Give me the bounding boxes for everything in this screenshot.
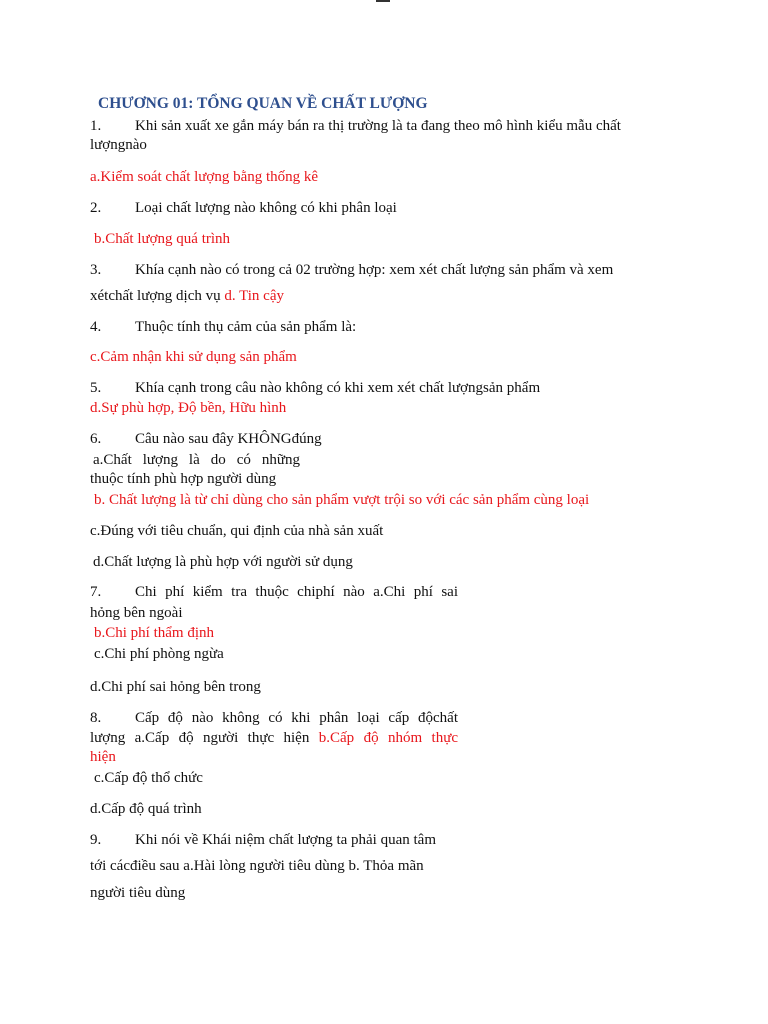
question-text: Khi nói về Khái niệm chất lượng ta phải quan tâm [135, 832, 436, 848]
question-text: Loại chất lượng nào không có khi phân loại [135, 200, 397, 216]
question-4 [90, 317, 356, 337]
answer-7: b.Chi phí thẩm định [94, 625, 214, 641]
question-3-cont [90, 286, 284, 306]
question-number: 8. [90, 710, 102, 726]
question-9 [90, 830, 436, 850]
question-number: 4. [90, 319, 102, 335]
question-8 [90, 708, 458, 728]
question-6 [90, 429, 322, 449]
option-7c: c.Chi phí phòng ngừa [94, 646, 224, 662]
answer-8-cont: hiện [90, 749, 116, 765]
question-number: 6. [90, 431, 102, 447]
question-text: Khi sản xuất xe gắn máy bán ra thị trường là ta đang theo mô hình kiểu mẫu chất [135, 118, 621, 134]
option-7d: d.Chi phí sai hỏng bên trong [90, 679, 261, 695]
chapter-title: CHƯƠNG 01: TỔNG QUAN VỀ CHẤT LƯỢNG [98, 95, 428, 112]
question-5 [90, 378, 540, 398]
question-1 [90, 116, 678, 136]
option-8d: d.Cấp độ quá trình [90, 801, 202, 817]
option-text: a.Chất lượng là do có những [93, 452, 300, 468]
option-6c: c.Đúng với tiêu chuẩn, qui định của nhà sản xuất [90, 523, 384, 539]
question-text: Chi phí kiểm tra thuộc chiphí nào a.Chi phí sai [135, 584, 458, 600]
option-6a-cont: thuộc tính phù hợp người dùng [90, 471, 277, 487]
question-number: 5. [90, 380, 102, 396]
question-text: Câu nào sau đây KHÔNGđúng [135, 431, 322, 447]
option-8c: c.Cấp độ thổ chức [94, 770, 203, 786]
question-number: 1. [90, 118, 102, 134]
question-number: 2. [90, 200, 102, 216]
question-number: 3. [90, 262, 102, 278]
question-1-cont: lượngnào [90, 137, 147, 153]
question-7-cont: hỏng bên ngoài [90, 605, 183, 621]
answer-3: d. Tin cậy [224, 288, 284, 304]
answer-6: b. Chất lượng là từ chỉ dùng cho sản phẩm vượt trội so với các sản phẩm cùng loại [94, 492, 590, 508]
option-6d: d.Chất lượng là phù hợp với người sử dụng [93, 554, 353, 570]
question-9-cont: tới cácđiều sau a.Hài lòng người tiêu dùng b. Thỏa mãn [90, 858, 424, 874]
question-text: lượng a.Cấp độ người thực hiện [90, 730, 310, 746]
top-divider-mark [376, 0, 390, 2]
answer-2: b.Chất lượng quá trình [94, 231, 231, 247]
answer-1: a.Kiểm soát chất lượng bằng thống kê [90, 169, 319, 185]
question-number: 9. [90, 832, 102, 848]
question-text: Khía cạnh nào có trong cả 02 trường hợp: xem xét chất lượng sản phẩm và xem [135, 262, 614, 278]
question-text: xétchất lượng dịch vụ [90, 288, 221, 304]
question-8-cont [90, 728, 458, 748]
question-text: Cấp độ nào không có khi phân loại cấp độchất [135, 710, 458, 726]
question-3 [90, 260, 678, 280]
question-2 [90, 198, 397, 218]
question-text: Khía cạnh trong câu nào không có khi xem xét chất lượngsản phẩm [135, 380, 541, 396]
answer-4: c.Cảm nhận khi sử dụng sản phẩm [90, 349, 297, 365]
answer-8: b.Cấp độ nhóm thực [318, 730, 458, 746]
question-number: 7. [90, 584, 102, 600]
option-6a [93, 450, 300, 470]
answer-5: d.Sự phù hợp, Độ bền, Hữu hình [90, 400, 287, 416]
question-7 [90, 582, 458, 602]
question-text: Thuộc tính thụ cảm của sản phẩm là: [135, 319, 357, 335]
question-9-cont2: người tiêu dùng [90, 885, 186, 901]
